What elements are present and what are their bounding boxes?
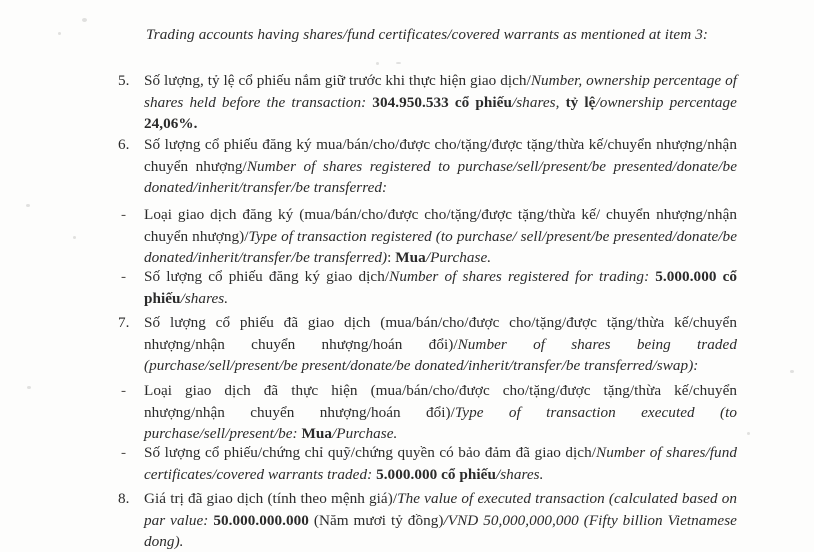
bullet-marker: - [121, 444, 127, 461]
text-run: Number of shares registered for trading: [389, 268, 656, 285]
item-number: 8. [118, 490, 130, 507]
numbered-item [112, 70, 737, 135]
scan-speck [73, 236, 76, 239]
text-run: Loại giao dịch đăng ký (mua/bán/cho/được cho/tặng/được tặng/thừa kế/ chuyển nhượng/nhận chuyển nhượng)/ [144, 206, 737, 245]
text-run: Số lượng, tỷ lệ cổ phiếu nắm giữ trước khi thực hiện giao dịch/ [144, 72, 531, 89]
text-run: Giá trị đã giao dịch (tính theo mệnh giá)/ [144, 490, 398, 507]
item-text [144, 442, 737, 485]
text-run: 24,06%. [144, 115, 198, 133]
item-text [144, 70, 737, 135]
intro-line: Trading accounts having shares/fund certificates/covered warrants as mentioned at item 3: [146, 26, 709, 43]
numbered-item [112, 134, 737, 199]
item-number: 7. [118, 314, 130, 331]
numbered-item [112, 312, 737, 377]
text-run: Số lượng cổ phiếu đăng ký giao dịch/ [144, 268, 390, 285]
numbered-item [112, 488, 737, 553]
text-run: (Năm mươi tỷ đồng) [308, 511, 444, 529]
item-text [144, 488, 737, 553]
text-run: , [555, 93, 566, 111]
bullet-item [112, 380, 737, 445]
item-text [144, 266, 737, 309]
text-run: Mua [301, 425, 333, 443]
text-run: /shares. [495, 465, 544, 483]
bullet-marker: - [121, 268, 127, 285]
text-run: : [387, 249, 396, 267]
text-run: Type of transaction registered (to purchase/ sell/present/be presented/donate/be donated/inherit/transfer/be transferred) [144, 227, 737, 267]
item-text [144, 380, 737, 445]
scan-speck [790, 370, 794, 373]
scan-speck [58, 32, 61, 35]
item-text [144, 134, 737, 199]
text-run: Number, ownership percentage of shares held before the transaction: [144, 72, 737, 111]
text-run: Số lượng cổ phiếu đã giao dịch (mua/bán/cho/được cho/tặng/được tặng/thừa kế/chuyển nhượng/nhận chuyển nhượng/hoán đổi)/ [144, 314, 737, 353]
text-run: /ownership percentage [595, 93, 737, 111]
bullet-item [112, 442, 737, 485]
scan-speck [26, 204, 30, 207]
text-run: /Purchase. [332, 425, 398, 443]
item-number: 5. [118, 72, 130, 89]
text-run: /shares. [180, 289, 229, 307]
text-run: /Purchase. [425, 249, 492, 267]
scan-speck [27, 386, 31, 389]
bullet-marker: - [121, 206, 127, 223]
text-run: 304.950.533 cổ phiếu [372, 93, 512, 111]
bullet-item [112, 266, 737, 309]
bullet-item [112, 204, 737, 269]
bullet-marker: - [121, 382, 127, 399]
item-number: 6. [118, 136, 130, 153]
text-run: Số lượng cổ phiếu đăng ký mua/bán/cho/được cho/tặng/được tặng/thừa kế/chuyển nhượng/nhận chuyển nhượng/ [144, 136, 737, 175]
text-run: 5.000.000 cổ phiếu [144, 268, 738, 307]
text-run: 5.000.000 cổ phiếu [376, 465, 496, 483]
text-run: Mua [395, 249, 426, 267]
text-run: Loại giao dịch đã thực hiện (mua/bán/cho/được cho/tặng/được tặng/thừa kế/chuyển nhượng/nhận chuyển nhượng/hoán đổi)/ [144, 382, 737, 421]
text-run: Number of shares being traded (purchase/sell/present/be present/donate/be donated/inherit/transfer/be transferred/swap): [144, 335, 737, 375]
text-run: Type of transaction executed (to purchase/sell/present/be: [144, 403, 737, 443]
scan-speck [747, 432, 750, 435]
text-run: Number of shares registered to purchase/sell/present/be presented/donate/be donated/inherit/transfer/be transferred: [144, 157, 737, 197]
text-run: The value of executed transaction (calculated based on par value: [144, 490, 738, 529]
text-run: Số lượng cổ phiếu/chứng chỉ quỹ/chứng quyền có bảo đảm đã giao dịch/ [144, 444, 597, 461]
text-run: 50.000.000.000 [213, 511, 309, 529]
scan-speck [376, 62, 379, 65]
item-text [144, 204, 737, 269]
item-text [144, 312, 737, 377]
text-run: tỷ lệ [565, 93, 596, 111]
scan-speck [396, 62, 401, 64]
scan-speck [82, 18, 87, 22]
text-run: /shares [511, 93, 556, 111]
text-run: /VND 50,000,000,000 (Fifty billion Vietnamese dong). [144, 511, 737, 551]
text-run: Number of shares/fund certificates/covered warrants traded: [144, 444, 737, 483]
